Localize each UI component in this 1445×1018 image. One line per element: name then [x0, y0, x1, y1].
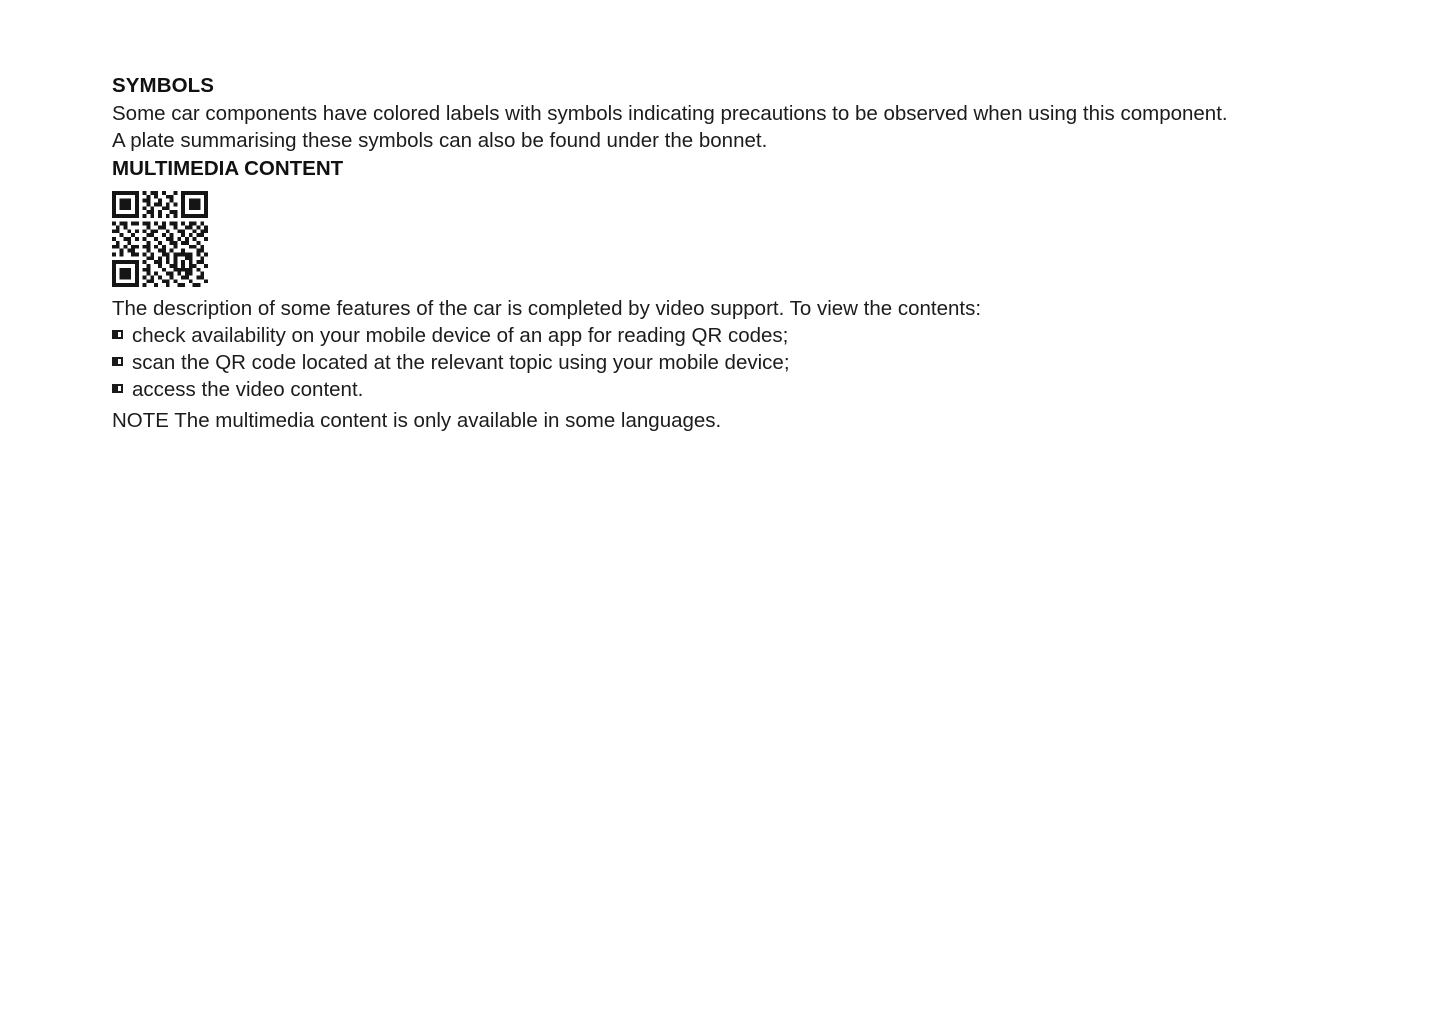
multimedia-intro: The description of some features of the car is completed by video support. To view the contents:: [112, 297, 982, 320]
subsection-title: MULTIMEDIA CONTENT: [112, 157, 344, 180]
intro-paragraph-line-1: Some car components have colored labels with symbols indicating precautions to be observed when using this component.: [112, 102, 1228, 125]
list-item: [112, 350, 1335, 377]
intro-paragraph-line-2: A plate summarising these symbols can also be found under the bonnet.: [112, 129, 768, 152]
page-title: SYMBOLS: [112, 74, 215, 97]
list-item-label: scan the QR code located at the relevant topic using your mobile device;: [132, 351, 790, 374]
note-text: NOTE The multimedia content is only available in some languages.: [112, 408, 722, 432]
square-bullet-icon: [112, 384, 125, 395]
list-item: [112, 323, 1335, 350]
square-bullet-icon: [112, 330, 125, 341]
multimedia-steps-list: [112, 323, 1335, 404]
list-item-label: check availability on your mobile device of an app for reading QR codes;: [132, 324, 789, 347]
list-item-label: access the video content.: [132, 378, 364, 401]
list-item: [112, 377, 1335, 404]
qr-code-icon: [112, 191, 208, 287]
square-bullet-icon: [112, 357, 125, 368]
